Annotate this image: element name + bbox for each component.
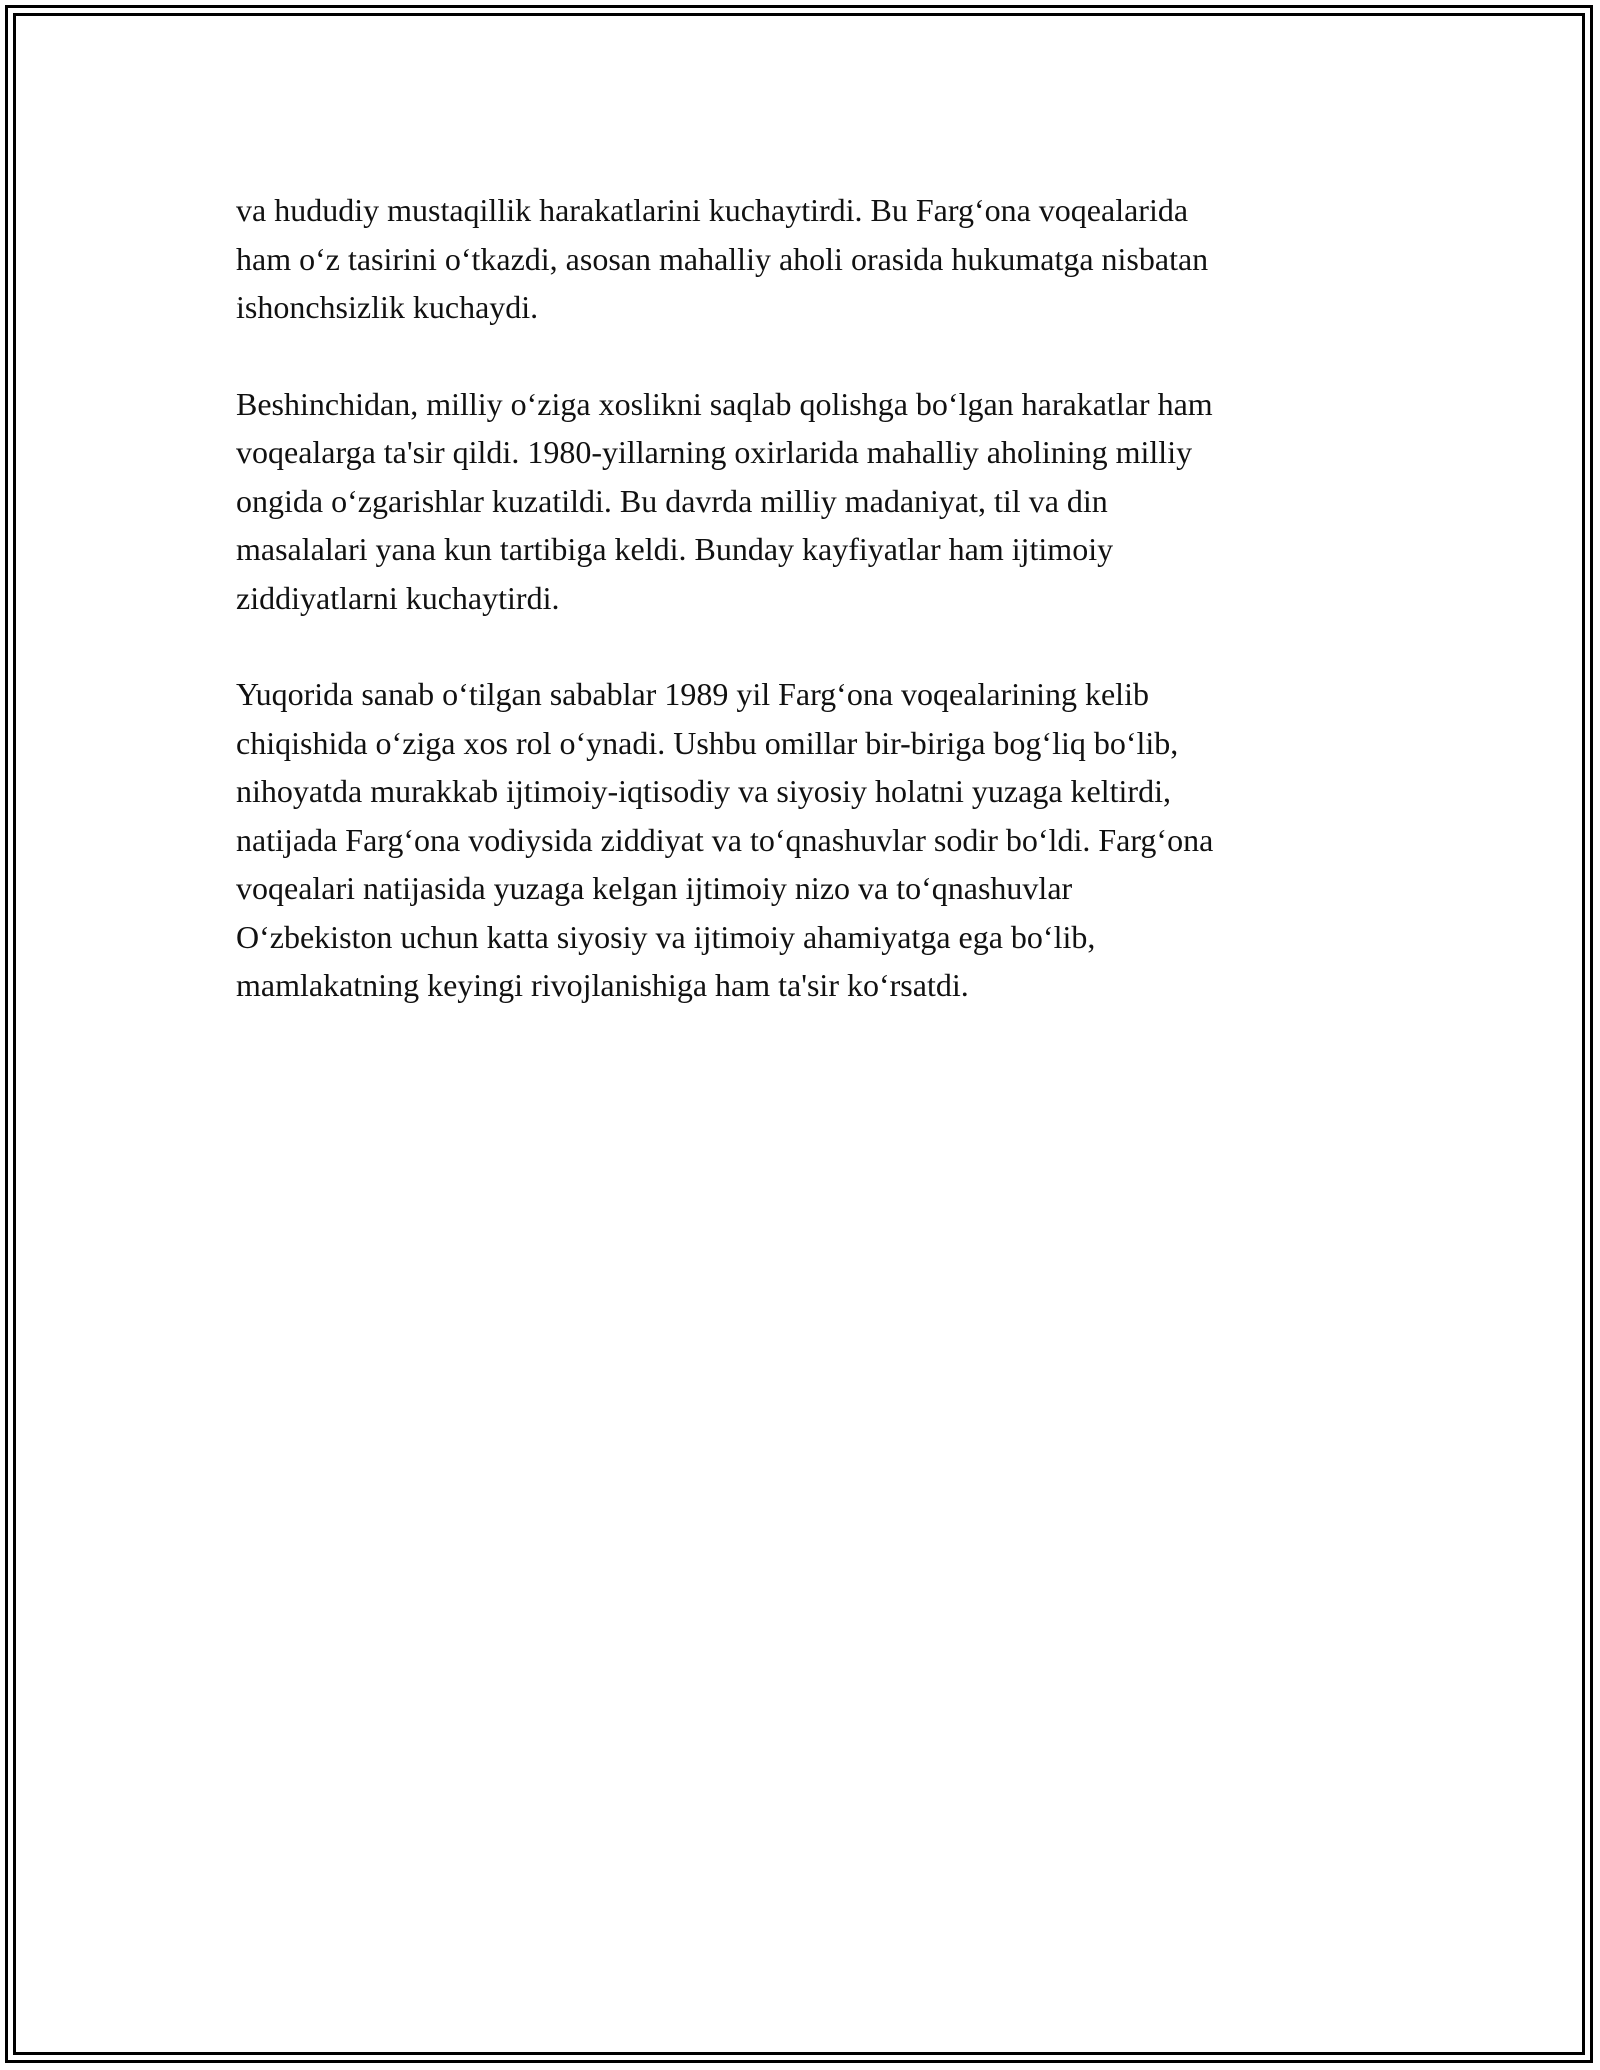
text-line: voqealarga ta'sir qildi. 1980-yillarning oxirlarida mahalliy aholining milliy <box>236 434 1193 470</box>
paragraph-3 <box>236 670 1366 1010</box>
text-line: ziddiyatlarni kuchaytirdi. <box>236 579 560 616</box>
text-line: nihoyatda murakkab ijtimoiy-iqtisodiy va siyosiy holatni yuzaga keltirdi, <box>236 773 1171 809</box>
text-line: Beshinchidan, milliy o‘ziga xoslikni saqlab qolishga bo‘lgan harakatlar ham <box>236 385 1213 422</box>
text-line: natijada Farg‘ona vodiysida ziddiyat va to‘qnashuvlar sodir bo‘ldi. Farg‘ona <box>236 821 1214 858</box>
text-line: ham o‘z tasirini o‘tkazdi, asosan mahalliy aholi orasida hukumatga nisbatan <box>236 240 1209 277</box>
text-line: O‘zbekiston uchun katta siyosiy va ijtimoiy ahamiyatga ega bo‘lib, <box>236 918 1096 955</box>
text-line: ishonchsizlik kuchaydi. <box>236 289 539 325</box>
text-line: ongida o‘zgarishlar kuzatildi. Bu davrda milliy madaniyat, til va din <box>236 482 1108 519</box>
text-line: chiqishida o‘ziga xos rol o‘ynadi. Ushbu omillar bir-biriga bog‘liq bo‘lib, <box>236 724 1179 761</box>
text-line: Yuqorida sanab o‘tilgan sabablar 1989 yil Farg‘ona voqealarining kelib <box>236 676 1149 712</box>
text-line: va hududiy mustaqillik harakatlarini kuchaytirdi. Bu Farg‘ona voqealarida <box>236 192 1189 228</box>
text-line: voqealari natijasida yuzaga kelgan ijtimoiy nizo va to‘qnashuvlar <box>236 870 1073 906</box>
paragraph-1 <box>236 186 1366 332</box>
text-line: mamlakatning keyingi rivojlanishiga ham ta'sir ko‘rsatdi. <box>236 967 969 1003</box>
document-body <box>236 186 1366 1058</box>
paragraph-2 <box>236 380 1366 623</box>
text-line: masalalari yana kun tartibiga keldi. Bunday kayfiyatlar ham ijtimoiy <box>236 531 1114 567</box>
